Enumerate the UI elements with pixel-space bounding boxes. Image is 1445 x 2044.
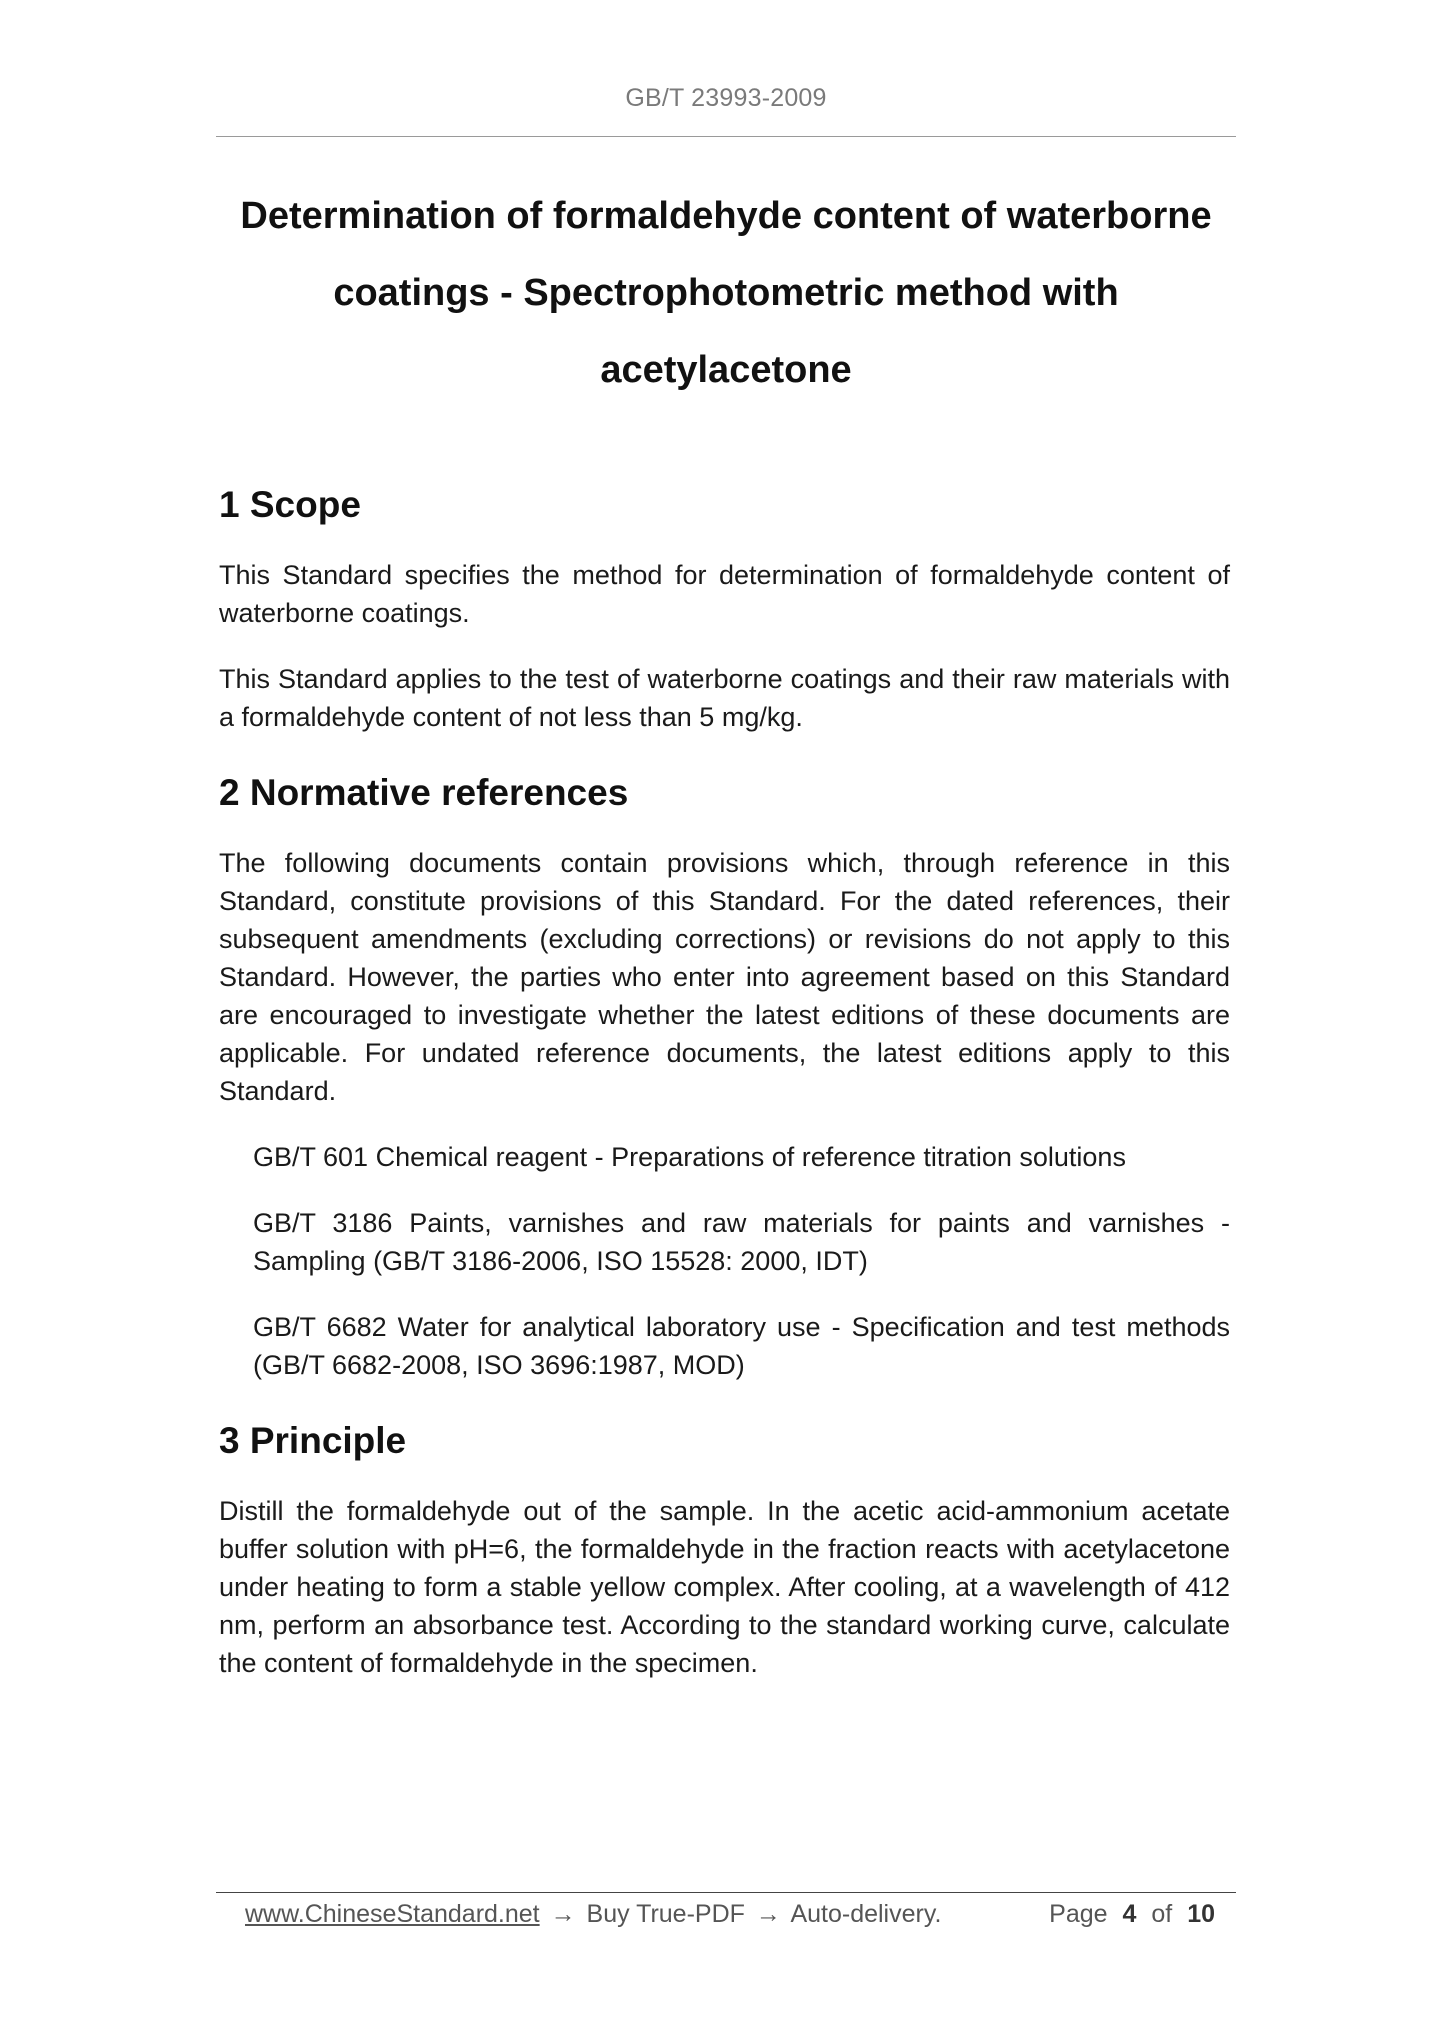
arrow-right-icon: → — [550, 1900, 576, 1928]
section-normative-references — [219, 766, 1230, 1384]
reference-item: GB/T 3186 Paints, varnishes and raw materials for paints and varnishes - Sampling (GB/T 3186-2006, ISO 15528: 2000, IDT) — [253, 1208, 1230, 1276]
reference-item: GB/T 601 Chemical reagent - Preparations of reference titration solutions — [253, 1142, 1126, 1172]
section-principle — [219, 1414, 1230, 1682]
scope-paragraph-1: This Standard specifies the method for determination of formaldehyde content of waterborne coatings. — [219, 560, 1230, 628]
page-of-label: of — [1151, 1900, 1173, 1928]
section-heading-normative-references: 2 Normative references — [219, 772, 629, 813]
section-heading-scope: 1 Scope — [219, 484, 361, 525]
header-divider — [216, 136, 1236, 137]
site-link[interactable]: www.ChineseStandard.net — [245, 1900, 540, 1928]
document-title: Determination of formaldehyde content of waterborne coatings - Spectrophotometric method with acetylacetone — [240, 195, 1212, 391]
footer-promo — [245, 1896, 941, 1932]
footer-divider — [216, 1892, 1236, 1893]
auto-delivery-text: Auto-delivery. — [790, 1900, 942, 1928]
buy-true-pdf-text: Buy True-PDF — [586, 1900, 745, 1928]
principle-paragraph: Distill the formaldehyde out of the sample. In the acetic acid-ammonium acetate buffer solution with pH=6, the formaldehyde in the fraction reacts with acetylacetone under heating to form a stable yellow complex. After cooling, at a wavelength of 412 nm, perform an absorbance test. According to the standard working curve, calculate the content of formaldehyde in the specimen. — [219, 1496, 1230, 1678]
page-label: Page — [1049, 1900, 1108, 1928]
section-scope — [219, 478, 1230, 736]
document-body — [219, 478, 1230, 1682]
normative-references-intro: The following documents contain provisions which, through reference in this Standard, constitute provisions of this Standard. For the dated references, their subsequent amendments (excluding corrections) or revisions do not apply to this Standard. However, the parties who enter into agreement based on this Standard are encouraged to investigate whether the latest editions of these documents are applicable. For undated reference documents, the latest editions apply to this Standard. — [219, 848, 1230, 1106]
page-indicator — [1049, 1896, 1215, 1932]
reference-item: GB/T 6682 Water for analytical laboratory use - Specification and test methods (GB/T 6682-2008, ISO 3696:1987, MOD) — [253, 1312, 1230, 1380]
scope-paragraph-2: This Standard applies to the test of waterborne coatings and their raw materials with a formaldehyde content of not less than 5 mg/kg. — [219, 664, 1230, 732]
arrow-right-icon: → — [755, 1900, 781, 1928]
section-heading-principle: 3 Principle — [219, 1420, 407, 1461]
page-current: 4 — [1122, 1900, 1137, 1928]
page-total: 10 — [1187, 1900, 1215, 1928]
running-header: GB/T 23993-2009 — [625, 84, 827, 112]
